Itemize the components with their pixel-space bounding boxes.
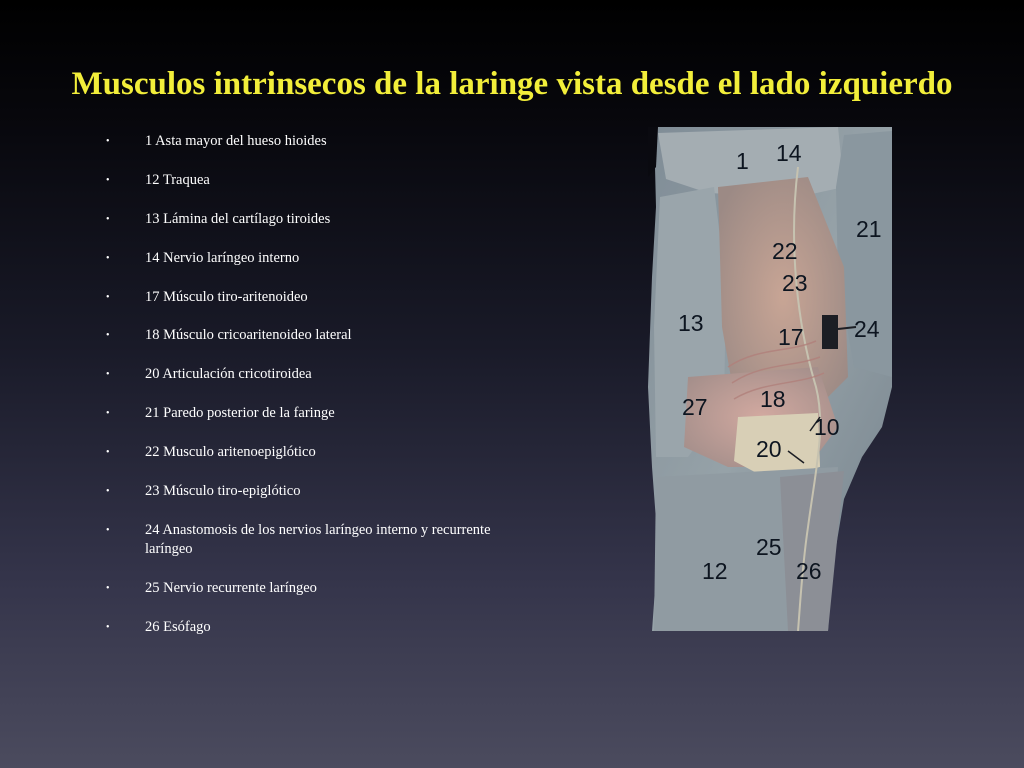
- label-legend-list: [100, 132, 500, 657]
- legend-item: [100, 618, 500, 638]
- image-label-20: 20: [756, 436, 782, 462]
- bullet-icon: •: [106, 524, 110, 536]
- bullet-icon: •: [106, 291, 110, 303]
- legend-item-text: 21 Paredo posterior de la faringe: [145, 405, 335, 422]
- legend-item: [100, 521, 500, 560]
- legend-item: [100, 365, 500, 385]
- bullet-icon: •: [106, 447, 110, 459]
- larynx-specimen-photo: [648, 127, 892, 631]
- legend-item-text: 17 Músculo tiro-aritenoideo: [145, 288, 308, 305]
- image-label-12: 12: [702, 558, 728, 584]
- nerve-anastomosis-marker: [822, 315, 838, 349]
- image-label-24: 24: [854, 316, 880, 342]
- legend-item-text: 26 Esófago: [145, 619, 211, 636]
- legend-item: [100, 443, 500, 463]
- bullet-icon: •: [106, 252, 110, 264]
- legend-item-text: 25 Nervio recurrente laríngeo: [145, 580, 317, 597]
- legend-item-text: 24 Anastomosis de los nervios laríngeo interno y recurrente laríngeo: [145, 521, 491, 558]
- bullet-icon: •: [106, 213, 110, 225]
- image-label-25: 25: [756, 534, 782, 560]
- bullet-icon: •: [106, 330, 110, 342]
- legend-item-text: 13 Lámina del cartílago tiroides: [145, 210, 331, 227]
- bullet-icon: •: [106, 408, 110, 420]
- image-label-18: 18: [760, 386, 786, 412]
- image-label-26: 26: [796, 558, 822, 584]
- bullet-icon: •: [106, 174, 110, 186]
- legend-item: [100, 132, 500, 152]
- legend-item: [100, 288, 500, 308]
- bullet-icon: •: [106, 136, 110, 147]
- legend-item-text: 20 Articulación cricotiroidea: [145, 366, 312, 383]
- legend-item: [100, 326, 500, 346]
- bullet-icon: •: [106, 583, 110, 595]
- legend-item-text: 1 Asta mayor del hueso hioides: [145, 133, 327, 149]
- image-label-10: 10: [814, 414, 840, 440]
- legend-item: [100, 404, 500, 424]
- bullet-icon: •: [106, 486, 110, 498]
- legend-item: [100, 249, 500, 269]
- image-label-14: 14: [776, 140, 802, 166]
- bullet-icon: •: [106, 369, 110, 381]
- image-label-1: 1: [736, 148, 749, 174]
- legend-item: [100, 482, 500, 502]
- specimen-illustration: [648, 127, 892, 631]
- legend-item-text: 12 Traquea: [145, 171, 210, 188]
- image-label-23: 23: [782, 270, 808, 296]
- image-label-22: 22: [772, 238, 798, 264]
- legend-item: [100, 579, 500, 599]
- image-label-13: 13: [678, 310, 704, 336]
- legend-item-text: 22 Musculo aritenoepiglótico: [145, 444, 316, 461]
- legend-item-text: 23 Músculo tiro-epiglótico: [145, 483, 301, 500]
- image-label-21: 21: [856, 216, 882, 242]
- legend-item-text: 14 Nervio laríngeo interno: [145, 249, 300, 266]
- legend-item: [100, 210, 500, 230]
- legend-item: [100, 171, 500, 191]
- bullet-icon: •: [106, 622, 110, 634]
- legend-item-text: 18 Músculo cricoaritenoideo lateral: [145, 327, 352, 344]
- slide-title: Musculos intrinsecos de la laringe vista desde el lado izquierdo: [71, 66, 953, 103]
- image-label-27: 27: [682, 394, 708, 420]
- image-label-17: 17: [778, 324, 804, 350]
